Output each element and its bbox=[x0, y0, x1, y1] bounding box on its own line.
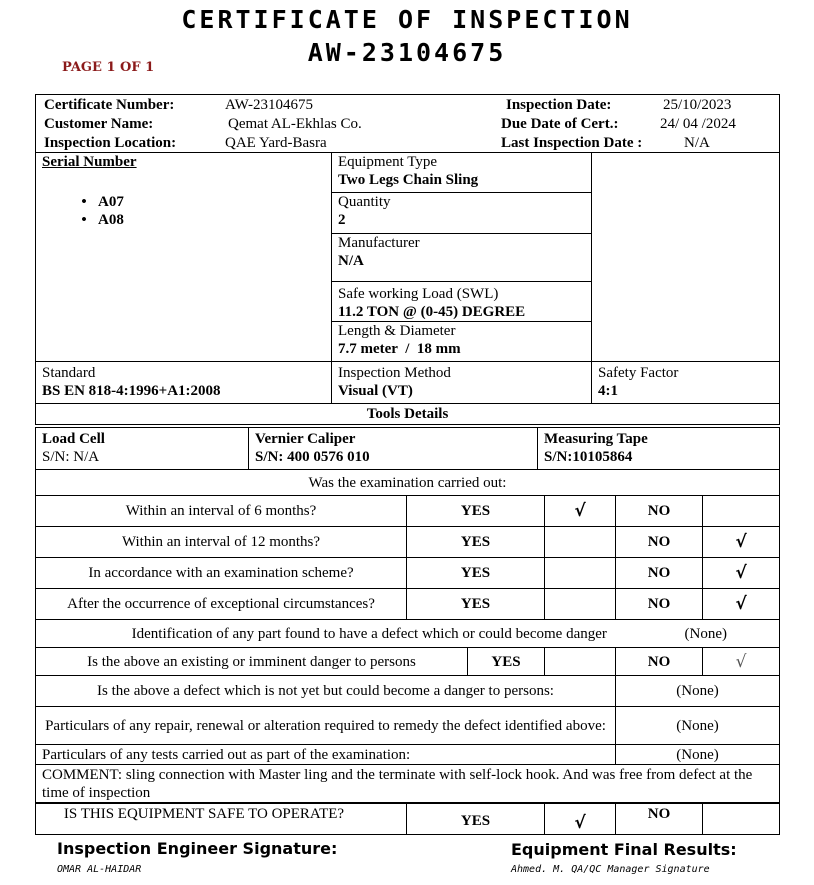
engineer-signature-label: Inspection Engineer Signature: bbox=[57, 839, 338, 858]
examination-row bbox=[36, 496, 780, 527]
tool-name: Vernier Caliper bbox=[255, 431, 356, 447]
safety-factor-cell bbox=[592, 362, 780, 404]
safety-factor-value: 4:1 bbox=[598, 383, 618, 399]
no-check-cell bbox=[703, 496, 780, 527]
inspection-date-label: Inspection Date: bbox=[506, 97, 612, 113]
repair-question: Particulars of any repair, renewal or alteration required to remedy the defect identified above: bbox=[36, 707, 616, 745]
yes-label: YES bbox=[407, 496, 545, 527]
examination-question: Within an interval of 12 months? bbox=[36, 527, 407, 558]
due-date-label: Due Date of Cert.: bbox=[501, 116, 619, 132]
standard-value: BS EN 818-4:1996+A1:2008 bbox=[42, 383, 221, 399]
safety-factor-label: Safety Factor bbox=[598, 365, 679, 381]
examination-row bbox=[36, 558, 780, 589]
yes-label: YES bbox=[407, 527, 545, 558]
inspection-method-label: Inspection Method bbox=[338, 365, 451, 381]
no-label: NO bbox=[616, 558, 703, 589]
equipment-type-label: Equipment Type bbox=[338, 154, 438, 170]
yes-check-mark: √ bbox=[545, 496, 616, 527]
inspection-method-cell bbox=[332, 362, 592, 404]
future-danger-value: (None) bbox=[616, 676, 780, 707]
tests-question: Particulars of any tests carried out as part of the examination: bbox=[36, 745, 616, 765]
examination-row bbox=[36, 589, 780, 620]
tests-value: (None) bbox=[616, 745, 780, 765]
last-inspection-value: N/A bbox=[684, 135, 710, 151]
swl-cell bbox=[332, 282, 592, 322]
safe-to-operate-table bbox=[35, 803, 780, 835]
tool-cell bbox=[538, 428, 780, 470]
serial-number-cell bbox=[36, 153, 332, 362]
no-label: NO bbox=[616, 496, 703, 527]
safe-question: IS THIS EQUIPMENT SAFE TO OPERATE? bbox=[36, 804, 407, 835]
examination-row bbox=[36, 527, 780, 558]
serial-item: • A07 bbox=[72, 193, 325, 211]
equipment-type-value: Two Legs Chain Sling bbox=[338, 172, 479, 188]
engineer-name: OMAR AL-HAIDAR bbox=[57, 864, 142, 875]
certificate-title: CERTIFICATE OF INSPECTION bbox=[181, 5, 633, 34]
safe-yes-label: YES bbox=[407, 804, 545, 835]
swl-value: 11.2 TON @ (0-45) DEGREE bbox=[338, 304, 526, 320]
no-label: NO bbox=[616, 589, 703, 620]
inspection-date-value: 25/10/2023 bbox=[663, 97, 732, 113]
identification-question: Identification of any part found to have a defect which or could become danger bbox=[36, 620, 703, 648]
no-check-mark: √ bbox=[703, 527, 780, 558]
yes-label: YES bbox=[407, 589, 545, 620]
no-check-mark: √ bbox=[703, 558, 780, 589]
comment-text: COMMENT: sling connection with Master ling and the terminate with self-lock hook. And was free from defect at the time of inspection bbox=[36, 765, 780, 803]
no-label: NO bbox=[616, 527, 703, 558]
inspection-location-value: QAE Yard-Basra bbox=[225, 135, 327, 151]
blank-cell bbox=[592, 153, 780, 362]
danger-yes-cell bbox=[545, 648, 616, 676]
final-results-label: Equipment Final Results: bbox=[511, 840, 737, 859]
standard-label: Standard bbox=[42, 365, 96, 381]
tool-cell bbox=[249, 428, 538, 470]
danger-no-label: NO bbox=[616, 648, 703, 676]
manufacturer-cell bbox=[332, 234, 592, 282]
tool-serial: S/N: N/A bbox=[42, 449, 100, 465]
length-diameter-label: Length & Diameter bbox=[338, 323, 456, 339]
tool-cell bbox=[36, 428, 249, 470]
examination-question: Within an interval of 6 months? bbox=[36, 496, 407, 527]
manufacturer-value: N/A bbox=[338, 253, 364, 269]
repair-value: (None) bbox=[616, 707, 780, 745]
yes-check-cell bbox=[545, 558, 616, 589]
identification-value: (None) bbox=[703, 620, 780, 648]
inspection-method-value: Visual (VT) bbox=[338, 383, 413, 399]
certificate-number-value: AW-23104675 bbox=[225, 97, 313, 113]
danger-no-check-mark: √ bbox=[703, 648, 780, 676]
serial-number-label: Serial Number bbox=[42, 154, 137, 170]
tools-table bbox=[35, 427, 780, 496]
last-inspection-label: Last Inspection Date : bbox=[501, 135, 643, 151]
defects-table bbox=[35, 619, 780, 803]
standard-cell bbox=[36, 362, 332, 404]
serial-item: • A08 bbox=[72, 211, 325, 229]
danger-yes-label: YES bbox=[468, 648, 545, 676]
safe-no-label: NO bbox=[616, 804, 703, 835]
tool-serial: S/N:10105864 bbox=[544, 449, 633, 465]
tool-name: Load Cell bbox=[42, 431, 105, 447]
certificate-id-title: AW-23104675 bbox=[307, 38, 507, 67]
quantity-label: Quantity bbox=[338, 194, 391, 210]
examination-heading: Was the examination carried out: bbox=[36, 470, 780, 496]
certificate-number-label: Certificate Number: bbox=[44, 97, 175, 113]
yes-label: YES bbox=[407, 558, 545, 589]
yes-check-cell bbox=[545, 589, 616, 620]
tool-name: Measuring Tape bbox=[544, 431, 648, 447]
swl-label: Safe working Load (SWL) bbox=[338, 286, 499, 302]
future-danger-question: Is the above a defect which is not yet but could become a danger to persons: bbox=[36, 676, 616, 707]
length-diameter-value: 7.7 meter / 18 mm bbox=[338, 341, 461, 357]
safe-no-cell bbox=[703, 804, 780, 835]
quantity-cell bbox=[332, 193, 592, 234]
page-label: PAGE 1 OF 1 bbox=[62, 60, 155, 75]
examination-table bbox=[35, 495, 780, 620]
examination-question: After the occurrence of exceptional circumstances? bbox=[36, 589, 407, 620]
manufacturer-label: Manufacturer bbox=[338, 235, 420, 251]
danger-question: Is the above an existing or imminent danger to persons bbox=[36, 648, 468, 676]
header-block bbox=[36, 95, 780, 153]
customer-name-label: Customer Name: bbox=[44, 116, 154, 132]
length-diameter-cell bbox=[332, 322, 592, 362]
examination-question: In accordance with an examination scheme? bbox=[36, 558, 407, 589]
inspection-location-label: Inspection Location: bbox=[44, 135, 177, 151]
manager-signature-text: Ahmed. M. QA/QC Manager Signature bbox=[511, 864, 710, 875]
equipment-type-cell bbox=[332, 153, 592, 193]
safe-yes-check-mark: √ bbox=[545, 804, 616, 835]
quantity-value: 2 bbox=[338, 212, 346, 228]
yes-check-cell bbox=[545, 527, 616, 558]
tool-serial: S/N: 400 0576 010 bbox=[255, 449, 370, 465]
certificate-info-table bbox=[35, 94, 780, 425]
no-check-mark: √ bbox=[703, 589, 780, 620]
tools-details-heading: Tools Details bbox=[36, 404, 780, 425]
due-date-value: 24/ 04 /2024 bbox=[660, 116, 736, 132]
customer-name-value: Qemat AL-Ekhlas Co. bbox=[228, 116, 362, 132]
